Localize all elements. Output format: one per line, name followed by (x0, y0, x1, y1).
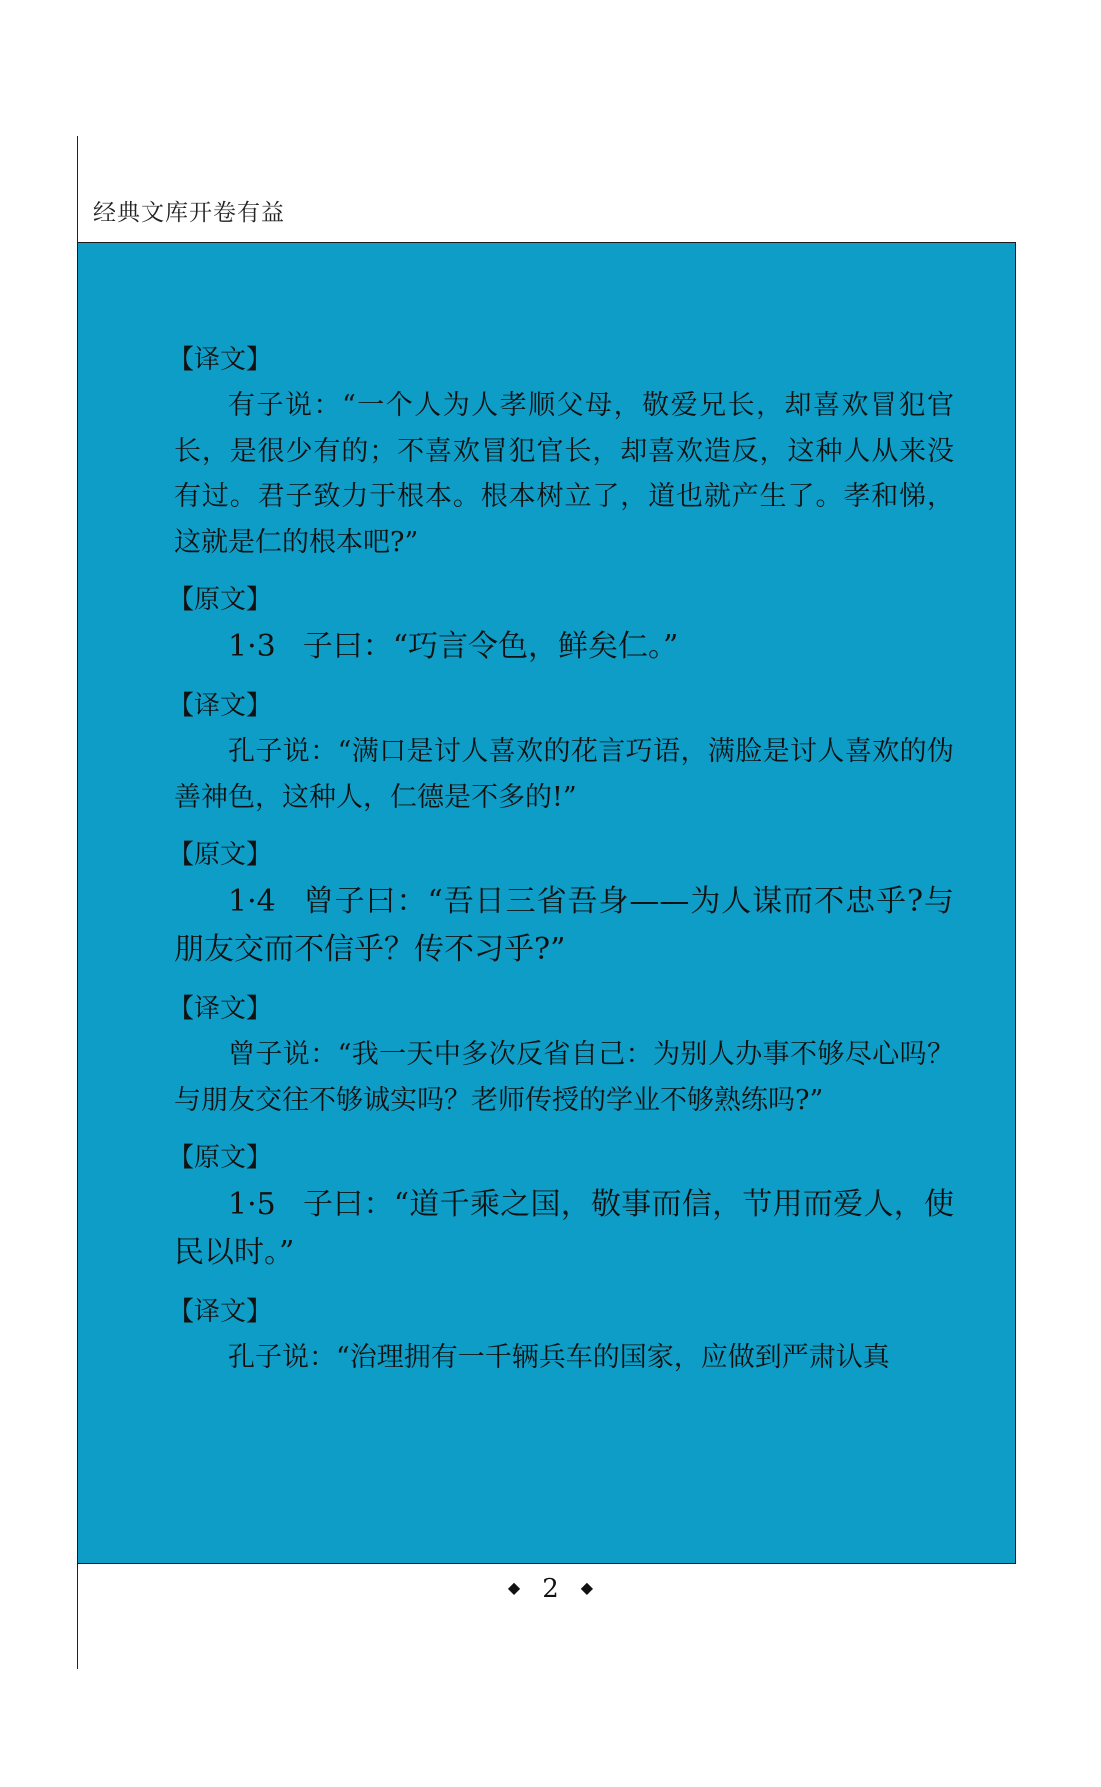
page-number: 2 (542, 1574, 559, 1604)
page-footer (0, 1571, 1101, 1608)
section-translation-1-4 (168, 992, 954, 1123)
section-original-1-3 (168, 583, 954, 671)
section-label-original: 【原文】 (168, 1143, 273, 1173)
diamond-icon: ◆ (507, 1578, 521, 1597)
translation-paragraph: 有子说：“一个人为人孝顺父母，敬爱兄长，却喜欢冒犯官长，是很少有的；不喜欢冒犯官长，却喜欢造反，这种人从来没有过。君子致力于根本。根本树立了，道也就产生了。孝和悌，这就是仁的根本吧?” (174, 390, 954, 558)
original-text: 子曰：“道千乘之国，敬事而信，节用而爱人，使民以时。” (174, 1187, 954, 1270)
original-text: 子曰：“巧言令色，鲜矣仁。” (302, 629, 679, 664)
section-translation-1-2 (168, 343, 954, 565)
verse-number: 1·5 (228, 1187, 276, 1222)
section-label-translation: 【译文】 (168, 1297, 273, 1327)
original-paragraph (174, 1181, 954, 1277)
section-label-original: 【原文】 (168, 840, 273, 870)
diamond-icon: ◆ (580, 1578, 594, 1597)
section-label-original: 【原文】 (168, 585, 273, 615)
content-panel (77, 242, 1016, 1564)
section-translation-1-3 (168, 689, 954, 820)
translation-paragraph: 孔子说：“治理拥有一千辆兵车的国家，应做到严肃认真 (228, 1342, 890, 1373)
verse-number: 1·3 (228, 629, 276, 664)
verse-number: 1·4 (228, 884, 276, 919)
original-text: 曾子曰：“吾日三省吾身——为人谋而不忠乎?与朋友交而不信乎？传不习乎?” (174, 884, 954, 967)
translation-paragraph: 孔子说：“满口是讨人喜欢的花言巧语，满脸是讨人喜欢的伪善神色，这种人，仁德是不多的!” (174, 736, 954, 813)
section-label-translation: 【译文】 (168, 345, 273, 375)
section-translation-1-5 (168, 1295, 954, 1381)
translation-paragraph: 曾子说：“我一天中多次反省自己：为别人办事不够尽心吗？与朋友交往不够诚实吗？老师传授的学业不够熟练吗?” (174, 1039, 954, 1116)
section-original-1-5 (168, 1141, 954, 1277)
content-body (168, 343, 954, 1399)
original-paragraph (174, 623, 954, 671)
section-label-translation: 【译文】 (168, 691, 273, 721)
section-label-translation: 【译文】 (168, 994, 273, 1024)
original-paragraph (174, 878, 954, 974)
section-original-1-4 (168, 838, 954, 974)
running-header-title: 经典文库开卷有益 (93, 200, 285, 226)
